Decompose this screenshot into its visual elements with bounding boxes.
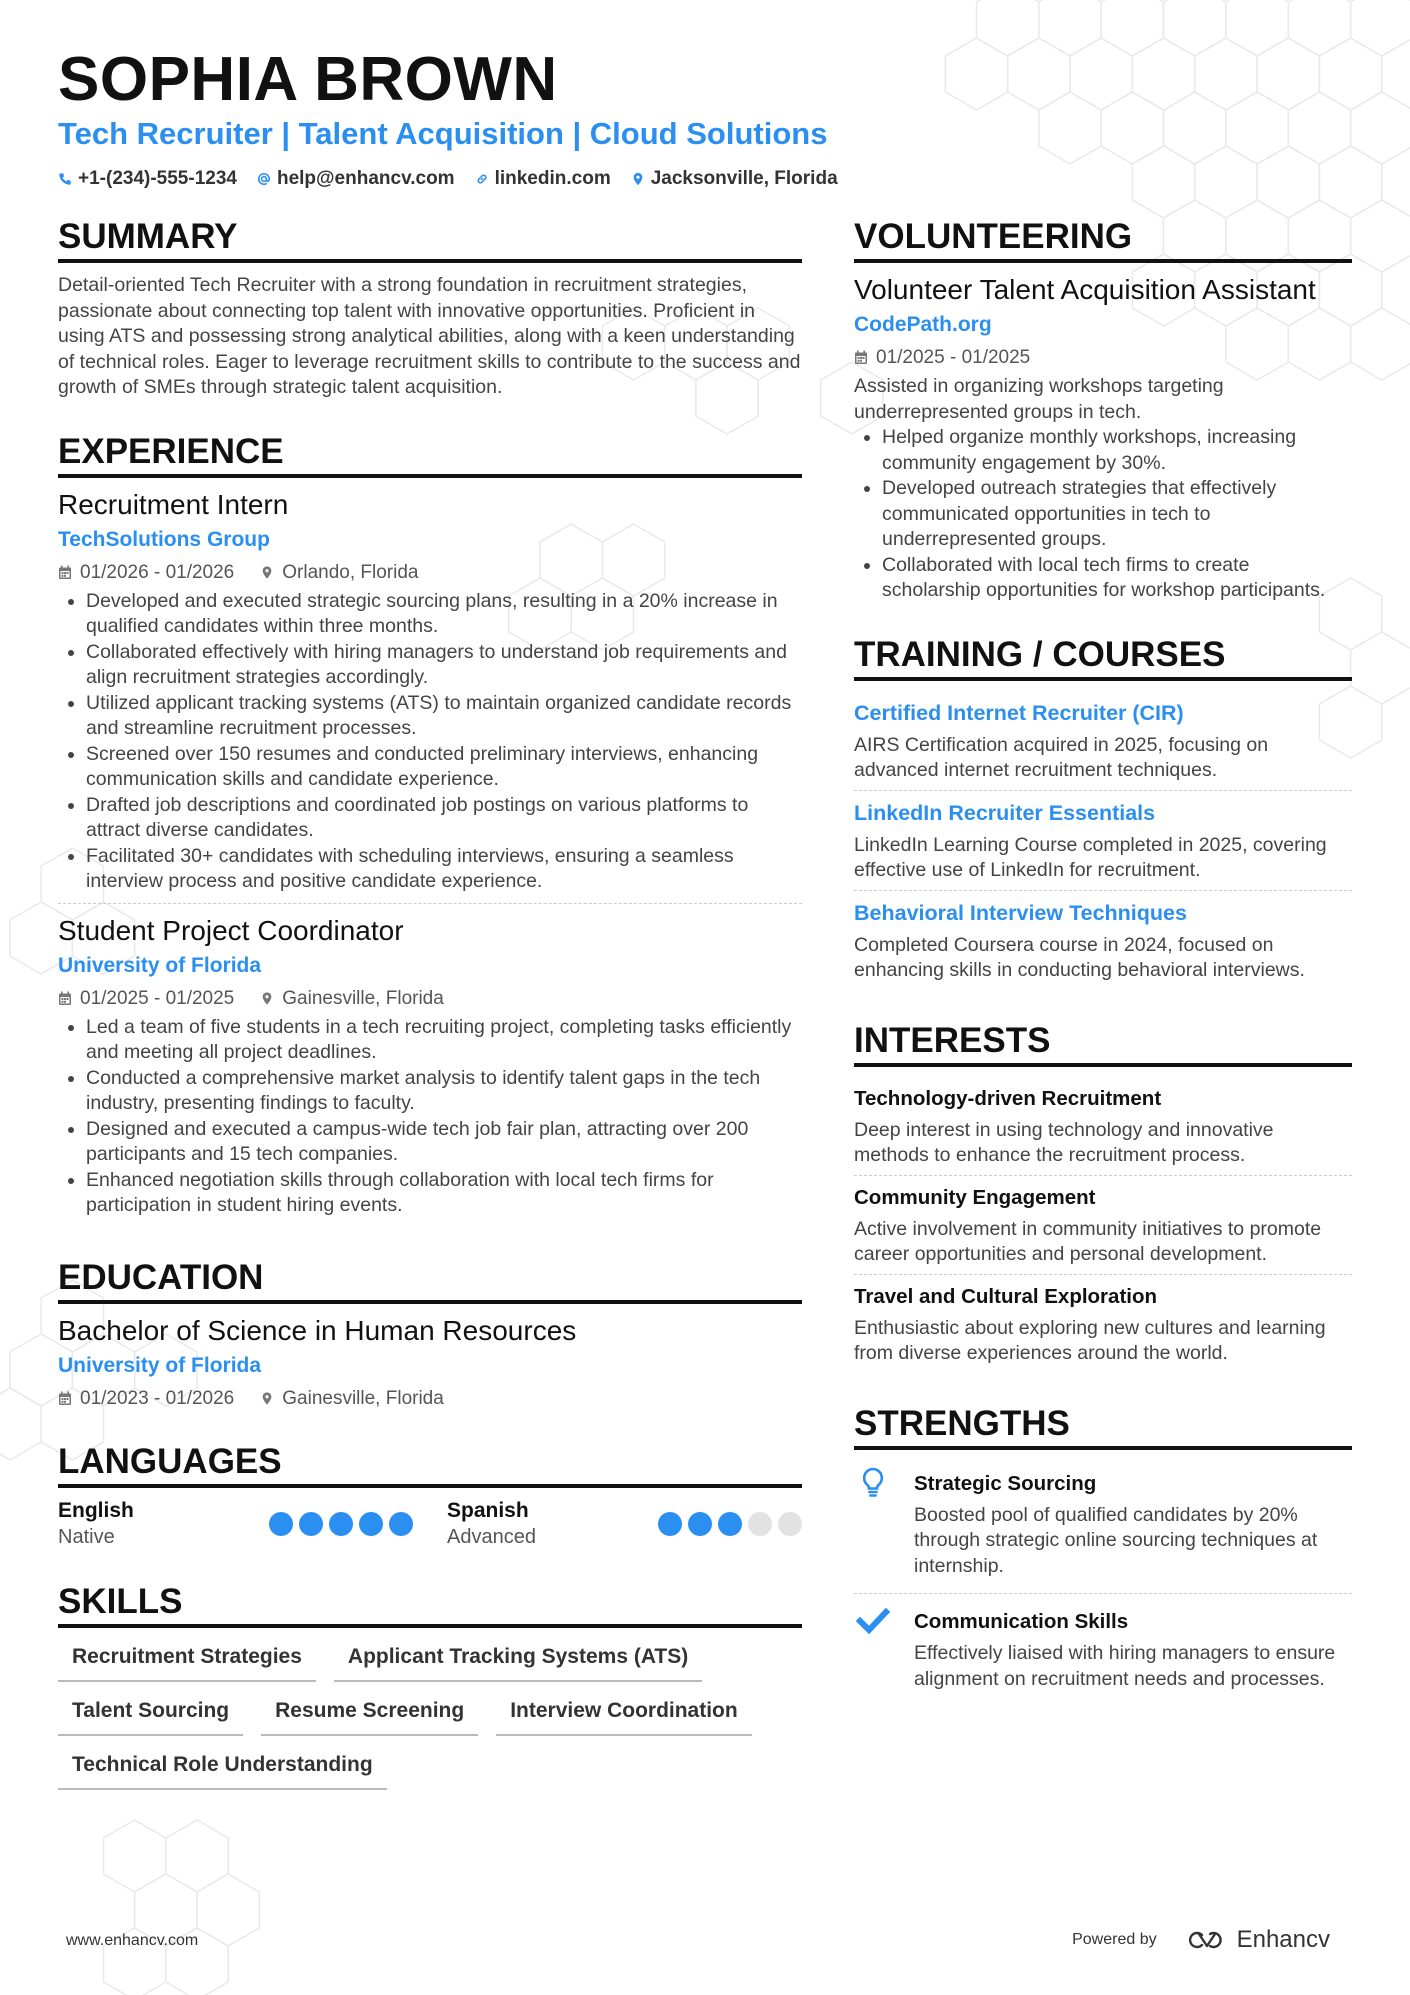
school-name: University of Florida: [58, 1353, 262, 1377]
language-name: English: [58, 1498, 134, 1522]
job-location-text: Gainesville, Florida: [282, 987, 444, 1009]
language-item: [58, 1498, 413, 1551]
experience-section: [58, 431, 802, 1227]
job-meta: [58, 560, 802, 585]
rating-dot-filled: [329, 1512, 353, 1536]
rating-dot-filled: [359, 1512, 383, 1536]
strength-item: [854, 1460, 1352, 1586]
skill-tag: Technical Role Understanding: [58, 1750, 387, 1790]
rating-dot-filled: [718, 1512, 742, 1536]
footer-website[interactable]: www.enhancv.com: [66, 1932, 199, 1949]
education-dates-text: 01/2023 - 01/2026: [80, 1387, 235, 1409]
interests-title: INTERESTS: [854, 1020, 1352, 1067]
calendar-icon: [854, 350, 868, 365]
volunteer-bullets: [854, 425, 1352, 604]
language-rating: [658, 1512, 802, 1536]
job-location: [260, 986, 444, 1011]
contact-phone-text: +1-(234)-555-1234: [78, 168, 237, 189]
calendar-icon: [58, 991, 72, 1006]
location-pin-icon: [631, 171, 645, 187]
contact-bar: [58, 168, 838, 190]
lightbulb-icon: [854, 1464, 892, 1502]
right-column: [854, 216, 1352, 1728]
bullet-item: • Facilitated 30+ candidates with scheduling interviews, ensuring a seamless interview process and positive candidate experience.: [86, 844, 802, 895]
calendar-icon: [58, 1391, 72, 1406]
course-text: Completed Coursera course in 2024, focused on enhancing skills in conducting behavioral interviews.: [854, 933, 1305, 981]
bullet-item: • Developed and executed strategic sourcing plans, resulting in a 20% increase in qualified candidates within three months.: [86, 589, 802, 640]
bullet-item: • Enhanced negotiation skills through collaboration with local tech firms for participation in student hiring events.: [86, 1168, 802, 1219]
bullet-item: • Designed and executed a campus-wide tech job fair plan, attracting over 200 participants and 15 tech companies.: [86, 1117, 802, 1168]
strengths-title: STRENGTHS: [854, 1403, 1352, 1450]
interest-text: Deep interest in using technology and innovative methods to enhance the recruitment process.: [854, 1118, 1274, 1166]
education-location: [260, 1386, 444, 1411]
languages-list: [58, 1498, 802, 1551]
contact-location: [631, 168, 838, 190]
volunteering-title: VOLUNTEERING: [854, 216, 1352, 263]
contact-linkedin[interactable]: [475, 168, 611, 190]
rating-dot-empty: [748, 1512, 772, 1536]
job-location-text: Orlando, Florida: [282, 561, 419, 583]
strengths-section: [854, 1403, 1352, 1699]
strength-text: Effectively liaised with hiring managers to ensure alignment on recruitment needs and processes.: [914, 1642, 1336, 1690]
interest-text: Active involvement in community initiatives to promote career opportunities and personal development.: [854, 1217, 1322, 1265]
location-pin-icon: [260, 1391, 274, 1406]
job-location: [260, 560, 418, 585]
skills-title: SKILLS: [58, 1581, 802, 1628]
link-icon: [475, 171, 489, 187]
location-pin-icon: [260, 565, 274, 580]
skills-section: [58, 1581, 802, 1790]
rating-dot-filled: [269, 1512, 293, 1536]
enhancv-logo[interactable]: [1183, 1926, 1330, 1954]
rating-dot-filled: [688, 1512, 712, 1536]
course-item: [854, 691, 1352, 790]
volunteer-dates: [854, 345, 1030, 370]
course-title: Behavioral Interview Techniques: [854, 900, 1187, 925]
bullet-item: • Drafted job descriptions and coordinated job postings on various platforms to attract diverse candidates.: [86, 793, 802, 844]
left-column: [58, 216, 802, 1820]
job-dates: [58, 560, 234, 585]
candidate-name: SOPHIA BROWN: [58, 45, 558, 114]
language-rating: [269, 1512, 413, 1536]
training-section: [854, 634, 1352, 990]
experience-entry: [58, 903, 802, 1227]
degree-title: Bachelor of Science in Human Resources: [58, 1314, 577, 1346]
job-meta: [58, 986, 802, 1011]
course-title: Certified Internet Recruiter (CIR): [854, 700, 1184, 725]
skill-tag: Recruitment Strategies: [58, 1642, 316, 1682]
education-dates: [58, 1386, 234, 1411]
course-title: LinkedIn Recruiter Essentials: [854, 800, 1156, 825]
job-bullets: [58, 1015, 802, 1219]
skill-tag: Interview Coordination: [496, 1696, 752, 1736]
interest-title: Travel and Cultural Exploration: [854, 1284, 1158, 1308]
bullet-item: • Helped organize monthly workshops, increasing community engagement by 30%.: [882, 425, 1352, 476]
summary-section: [58, 216, 802, 401]
skill-tag: Resume Screening: [261, 1696, 478, 1736]
rating-dot-filled: [299, 1512, 323, 1536]
education-section: [58, 1257, 802, 1411]
job-title: Recruitment Intern: [58, 488, 289, 520]
bullet-item: • Screened over 150 resumes and conducted preliminary interviews, enhancing communication skills and candidate experience.: [86, 742, 802, 793]
contact-linkedin-text: linkedin.com: [494, 168, 611, 189]
strength-title: Communication Skills: [914, 1610, 1129, 1633]
language-name: Spanish: [447, 1498, 529, 1522]
brand-name: Enhancv: [1236, 1926, 1330, 1953]
powered-by-label: Powered by: [1072, 1931, 1157, 1948]
interests-section: [854, 1020, 1352, 1373]
experience-entry: [58, 488, 802, 903]
interest-text: Enthusiastic about exploring new cultures and learning from diverse experiences around the world.: [854, 1316, 1326, 1364]
language-item: [447, 1498, 802, 1551]
job-title: Student Project Coordinator: [58, 914, 404, 946]
summary-title: SUMMARY: [58, 216, 802, 263]
contact-email-text: help@enhancv.com: [276, 168, 455, 189]
phone-icon: [58, 171, 72, 187]
bullet-item: • Collaborated with local tech firms to create scholarship opportunities for workshop participants.: [882, 553, 1352, 604]
bullet-item: • Conducted a comprehensive market analysis to identify talent gaps in the tech industry, presenting findings to faculty.: [86, 1066, 802, 1117]
volunteering-section: [854, 216, 1352, 604]
course-text: AIRS Certification acquired in 2025, focusing on advanced internet recruitment techniques.: [854, 733, 1269, 781]
experience-title: EXPERIENCE: [58, 431, 802, 478]
job-dates-text: 01/2025 - 01/2025: [80, 987, 235, 1009]
education-meta: [58, 1386, 802, 1411]
rating-dot-filled: [658, 1512, 682, 1536]
skill-tag: Talent Sourcing: [58, 1696, 243, 1736]
languages-title: LANGUAGES: [58, 1441, 802, 1488]
skill-tag: Applicant Tracking Systems (ATS): [334, 1642, 702, 1682]
enhancv-logo-icon: [1183, 1928, 1229, 1952]
at-icon: [257, 171, 271, 187]
bullet-item: • Led a team of five students in a tech recruiting project, completing tasks efficiently and meeting all project deadlines.: [86, 1015, 802, 1066]
contact-email[interactable]: [257, 168, 455, 190]
course-item: [854, 790, 1352, 890]
calendar-icon: [58, 565, 72, 580]
strength-text: Boosted pool of qualified candidates by 20% through strategic online sourcing techniques at internship.: [914, 1503, 1318, 1577]
summary-text: Detail-oriented Tech Recruiter with a strong foundation in recruitment strategies, passionate about connecting top talent with innovative opportunities. Proficient in using ATS and possessing strong analytical abilities, along with a keen understanding of technical roles. Eager to leverage recruitment skills to contribute to the success and growth of SMEs through strategic talent acquisition.: [58, 274, 801, 398]
volunteer-role: Volunteer Talent Acquisition Assistant: [854, 274, 1316, 305]
checkmark-icon: [854, 1602, 892, 1640]
contact-phone[interactable]: [58, 168, 237, 190]
strength-item: [854, 1593, 1352, 1698]
skills-list: [58, 1642, 802, 1790]
interest-item: [854, 1077, 1352, 1175]
job-dates: [58, 986, 234, 1011]
volunteer-description: Assisted in organizing workshops targeting underrepresented groups in tech.: [854, 375, 1224, 423]
location-pin-icon: [260, 991, 274, 1006]
languages-section: [58, 1441, 802, 1551]
course-text: LinkedIn Learning Course completed in 2025, covering effective use of LinkedIn for recruitment.: [854, 833, 1327, 881]
interest-item: [854, 1274, 1352, 1373]
language-level: Native: [58, 1525, 115, 1548]
strength-title: Strategic Sourcing: [914, 1471, 1097, 1495]
contact-location-text: Jacksonville, Florida: [650, 168, 838, 189]
interest-title: Community Engagement: [854, 1185, 1096, 1209]
company-name: University of Florida: [58, 953, 262, 977]
job-dates-text: 01/2026 - 01/2026: [80, 561, 235, 583]
bullet-item: • Developed outreach strategies that effectively communicated opportunities in tech to underrepresented groups.: [882, 476, 1352, 553]
company-name: TechSolutions Group: [58, 527, 270, 551]
footer-branding: [1072, 1926, 1330, 1954]
bullet-item: • Utilized applicant tracking systems (ATS) to maintain organized candidate records and streamline recruitment processes.: [86, 691, 802, 742]
interest-title: Technology-driven Recruitment: [854, 1086, 1162, 1110]
volunteer-meta: [854, 345, 1352, 370]
language-level: Advanced: [447, 1525, 536, 1548]
bullet-item: • Collaborated effectively with hiring managers to understand job requirements and align recruitment strategies accordingly.: [86, 640, 802, 691]
volunteer-org: CodePath.org: [854, 313, 992, 336]
education-location-text: Gainesville, Florida: [282, 1387, 444, 1409]
interest-item: [854, 1175, 1352, 1274]
job-bullets: [58, 589, 802, 895]
rating-dot-empty: [778, 1512, 802, 1536]
education-title: EDUCATION: [58, 1257, 802, 1304]
headline: Tech Recruiter | Talent Acquisition | Cloud Solutions: [58, 116, 828, 151]
rating-dot-filled: [389, 1512, 413, 1536]
volunteer-dates-text: 01/2025 - 01/2025: [876, 347, 1031, 368]
training-title: TRAINING / COURSES: [854, 634, 1352, 681]
course-item: [854, 890, 1352, 990]
